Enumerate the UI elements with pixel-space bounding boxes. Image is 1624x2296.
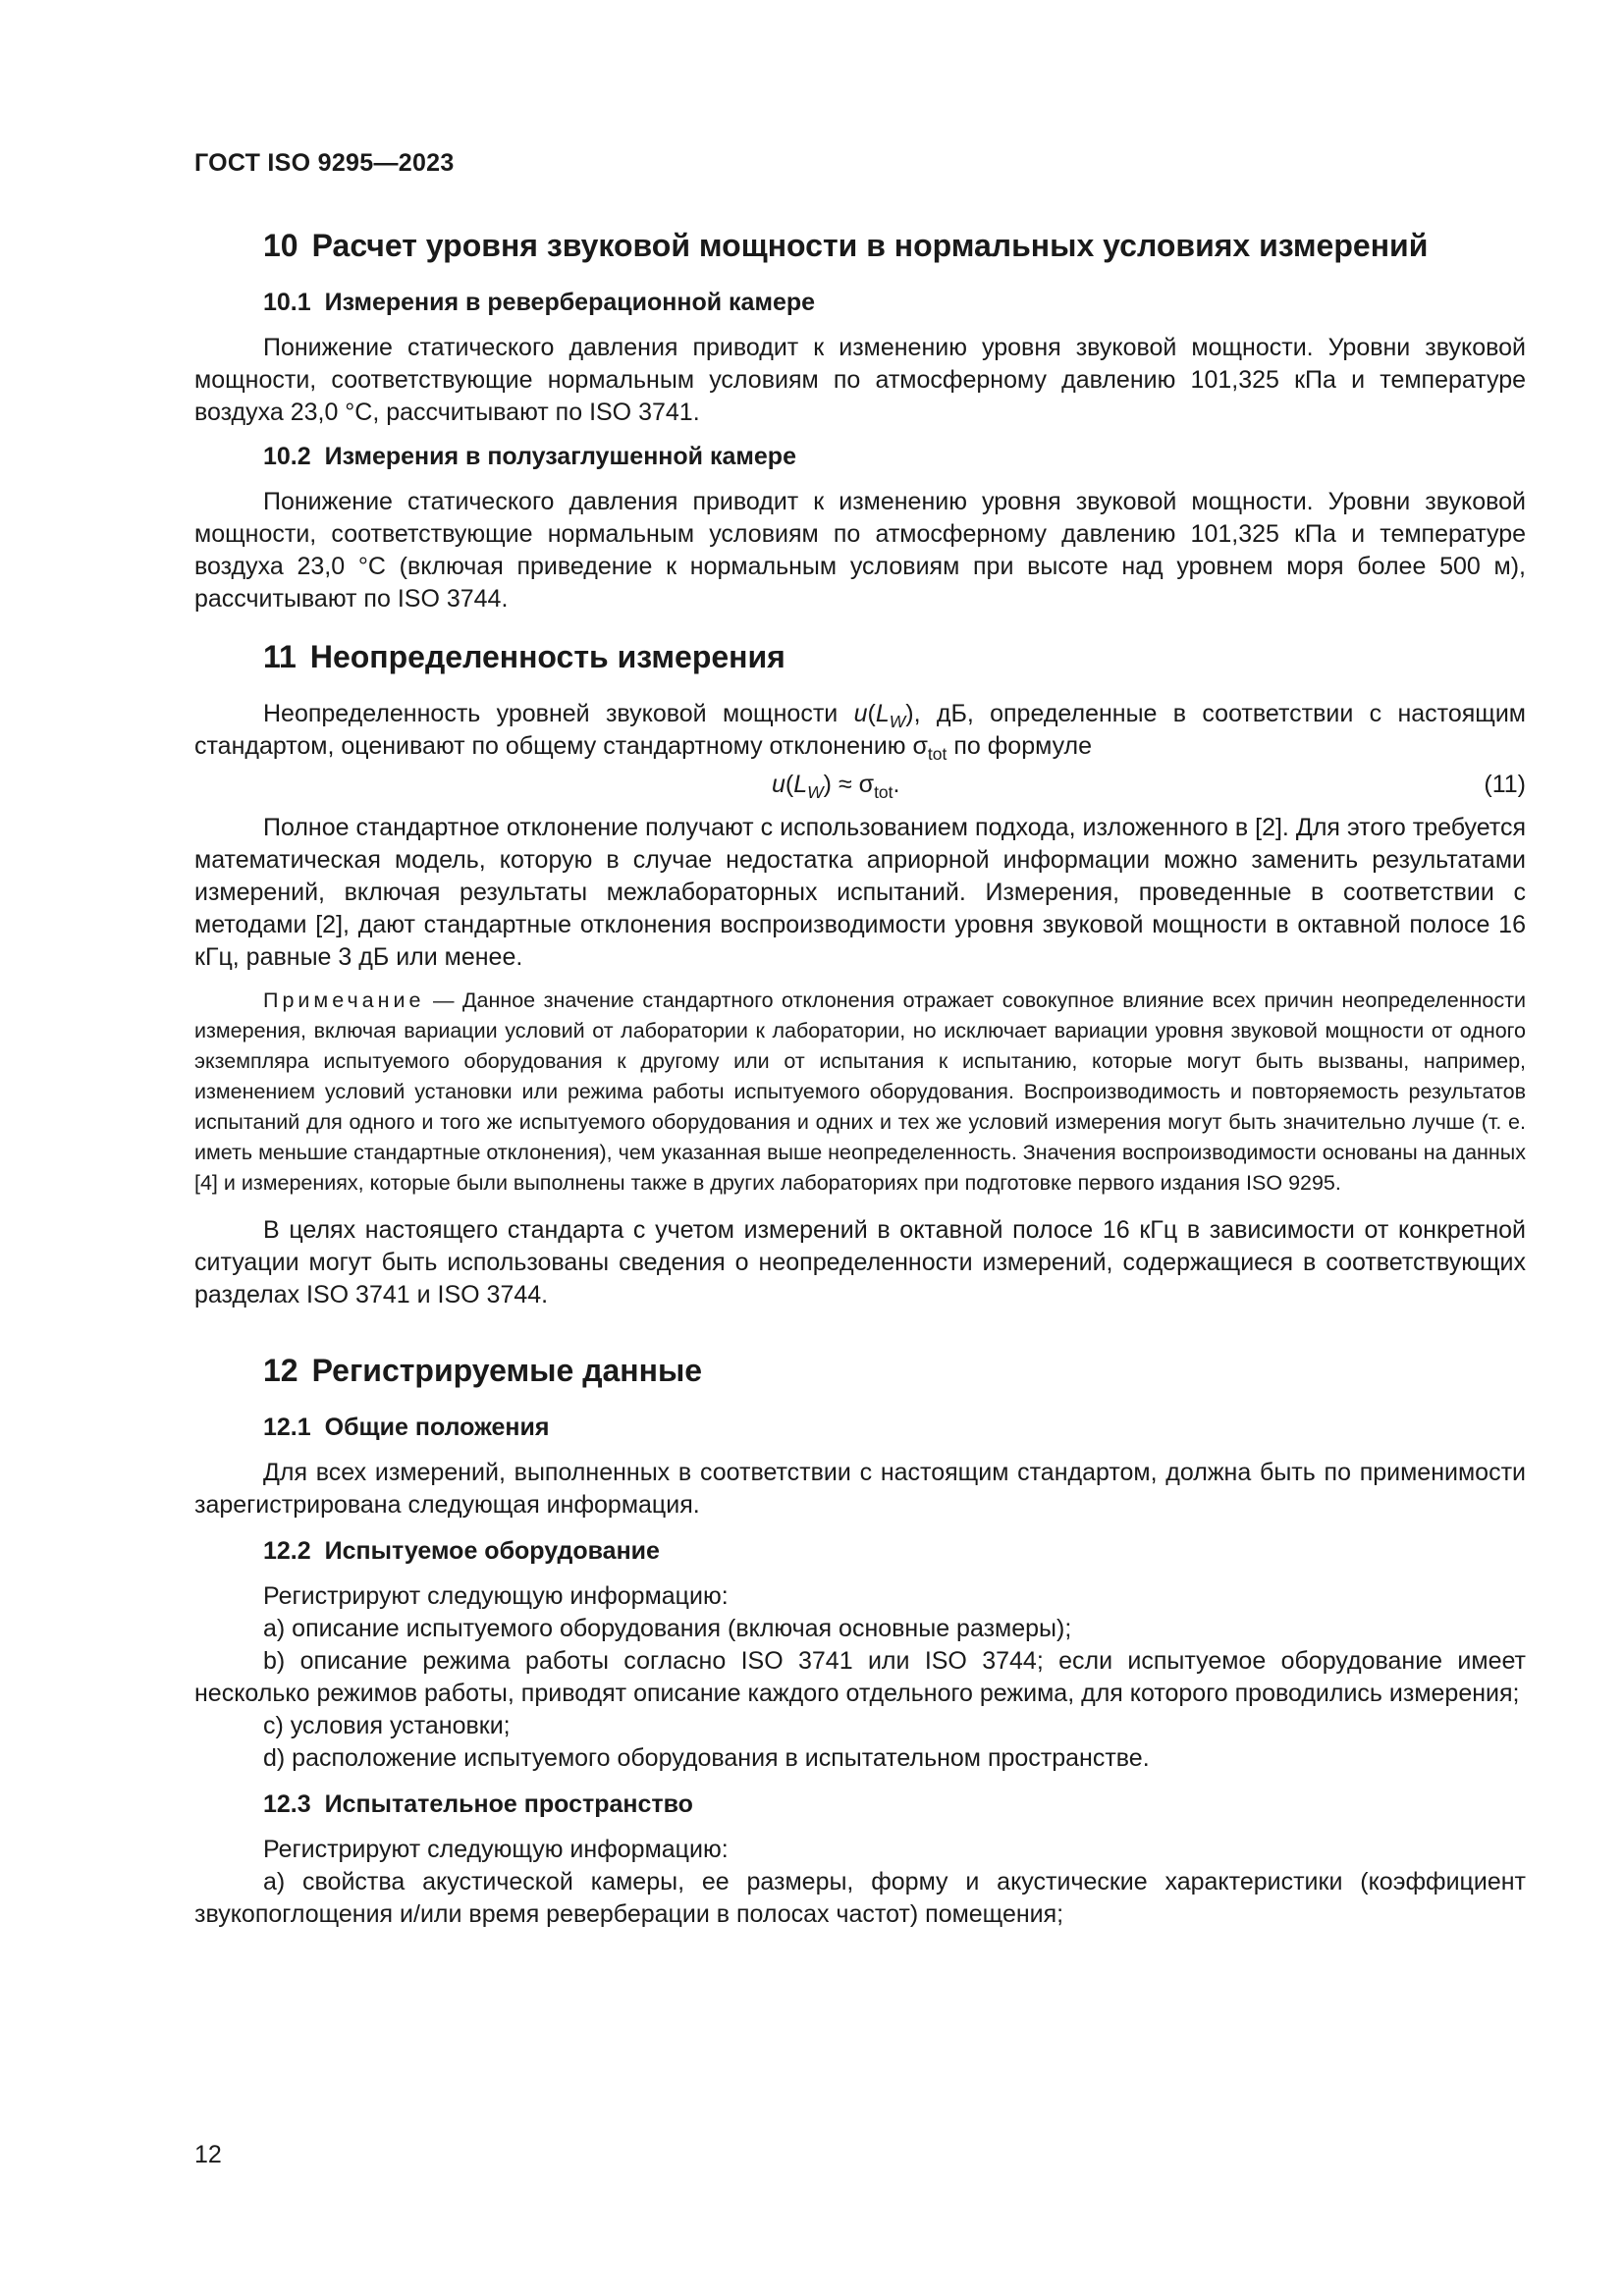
section-heading (263, 637, 1526, 676)
math-period: . (893, 771, 900, 798)
note (194, 986, 1526, 1199)
paragraph: В целях настоящего стандарта с учетом измерений в октавной полосе 16 кГц в зависимости от конкретной ситуации могут быть использованы сведения о неопределенности измерений, содержащиеся в соответствующих разделах ISO 3741 и ISO 3744. (194, 1216, 1526, 1308)
subsection-heading (263, 441, 1526, 472)
list-item: a) описание испытуемого оборудования (включая основные размеры); (263, 1615, 1072, 1642)
math-L: L (875, 700, 890, 727)
list-item: a) свойства акустической камеры, ее размеры, форму и акустические характеристики (коэффициент звукопоглощения и/или время реверберации в полосах частот) помещения; (194, 1868, 1526, 1928)
text-run: по формуле (947, 732, 1093, 760)
subsection-number: 12.3 (263, 1790, 311, 1818)
math-W: W (889, 712, 906, 731)
text-run: , дБ, определенные в соответствии с настоящим стандартом, оценивают по общему стандартному отклонению (194, 700, 1526, 760)
paragraph: Неопределенность уровней звуковой мощности $u(L_W)$, дБ, определенные в соответствии с настоящим стандартом, оценивают по общему стандартному отклонению $\sigma_{tot}$ по формуле (194, 700, 1526, 764)
subsection-title: Измерения в полузаглушенной камере (324, 443, 796, 470)
page-number: 12 (194, 2141, 222, 2168)
subsection-number: 10.1 (263, 289, 311, 316)
list-intro: Регистрируют следующую информацию: (263, 1582, 729, 1610)
math-u: u (772, 771, 785, 798)
section-title: Регистрируемые данные (311, 1353, 703, 1388)
math-approx: ≈ (832, 771, 859, 798)
math-W: W (807, 782, 824, 802)
subsection-number: 10.2 (263, 443, 311, 470)
math-u: u (853, 700, 868, 727)
paragraph: Понижение статического давления приводит к изменению уровня звуковой мощности. Уровни звуковой мощности, соответствующие нормальным условиям по атмосферному давлению 101,325 кПа и температуре воздуха 23,0 °С, рассчитывают по ISO 3741. (194, 334, 1526, 426)
list-item: b) описание режима работы согласно ISO 3741 или ISO 3744; если испытуемое оборудование имеет несколько режимов работы, приводят описание каждого отдельного режима, для которого проводились измерения; (194, 1647, 1526, 1707)
section-number: 11 (263, 639, 297, 674)
formula-row (194, 769, 1526, 806)
math-tot: tot (874, 782, 893, 802)
list-item: c) условия установки; (263, 1712, 511, 1739)
subsection-heading (263, 1535, 1526, 1567)
note-label: Примечание (263, 988, 425, 1012)
page-content (194, 226, 1526, 1952)
math-L: L (793, 771, 808, 798)
subsection-title: Испытательное пространство (324, 1790, 693, 1818)
list-item: d) расположение испытуемого оборудования в испытательном пространстве. (263, 1744, 1150, 1772)
math-tot: tot (927, 744, 947, 764)
subsection-number: 12.2 (263, 1537, 311, 1565)
subsection-heading (263, 1789, 1526, 1820)
subsection-number: 12.1 (263, 1414, 311, 1441)
list (194, 1580, 1526, 1775)
section-11 (194, 637, 1526, 1311)
paragraph: Понижение статического давления приводит к изменению уровня звуковой мощности. Уровни звуковой мощности, соответствующие нормальным условиям по атмосферному давлению 101,325 кПа и температуре воздуха 23,0 °С (включая приведение к нормальным условиям при высоте над уровнем моря более 500 м), рассчитывают по ISO 3744. (194, 488, 1526, 613)
subsection-title: Общие положения (324, 1414, 550, 1441)
note-text: — Данное значение стандартного отклонения отражает совокупное влияние всех причин неопределенности измерения, включая вариации условий от лаборатории к лаборатории, но исключает вариации уровня звуковой мощности от одного экземпляра испытуемого оборудования к другому или от испытания к испытанию, которые могут быть вызваны, например, изменением условий установки или режима работы испытуемого оборудования. Воспроизводимость и повторяемость результатов испытаний для одного и того же испытуемого оборудования и одних и тех же условий измерения могут быть значительно лучше (т. е. иметь меньшие стандартные отклонения), чем указанная выше неопределенность. Значения воспроизводимости основаны на данных [4] и измерениях, которые были выполнены также в других лабораториях при подготовке первого издания ISO 9295. (194, 988, 1526, 1195)
paragraph: Для всех измерений, выполненных в соответствии с настоящим стандартом, должна быть по применимости зарегистрирована следующая информация. (194, 1459, 1526, 1519)
list (194, 1834, 1526, 1931)
section-12 (194, 1351, 1526, 1931)
math-sigma: σ (912, 732, 928, 760)
subsection-heading (263, 1412, 1526, 1443)
formula: $u(L_W) \approx \sigma_{tot}$. (772, 771, 900, 802)
section-number: 12 (263, 1353, 298, 1388)
section-heading (263, 226, 1526, 265)
section-title: Расчет уровня звуковой мощности в нормальных условиях измерений (311, 228, 1429, 263)
section-title: Неопределенность измерения (309, 639, 785, 674)
math-sigma: σ (858, 771, 875, 798)
text-run: Неопределенность уровней звуковой мощности (263, 700, 854, 727)
subsection-heading (263, 287, 1526, 318)
subsection-title: Испытуемое оборудование (324, 1537, 660, 1565)
formula-number: (11) (1484, 771, 1526, 798)
subsection-title: Измерения в реверберационной камере (324, 289, 816, 316)
list-intro: Регистрируют следующую информацию: (263, 1836, 729, 1863)
document-header: ГОСТ ISO 9295—2023 (194, 149, 455, 177)
section-10 (194, 226, 1526, 615)
section-number: 10 (263, 228, 298, 263)
paragraph: Полное стандартное отклонение получают с использованием подхода, изложенного в [2]. Для этого требуется математическая модель, которую в случае недостатка априорной информации можно заменить результатами измерений, включая результаты межлабораторных испытаний. Измерения, проведенные в соответствии с методами [2], дают стандартные отклонения воспроизводимости уровня звуковой мощности в октавной полосе 16 кГц, равные 3 дБ или менее. (194, 814, 1526, 971)
section-heading (263, 1351, 1526, 1390)
